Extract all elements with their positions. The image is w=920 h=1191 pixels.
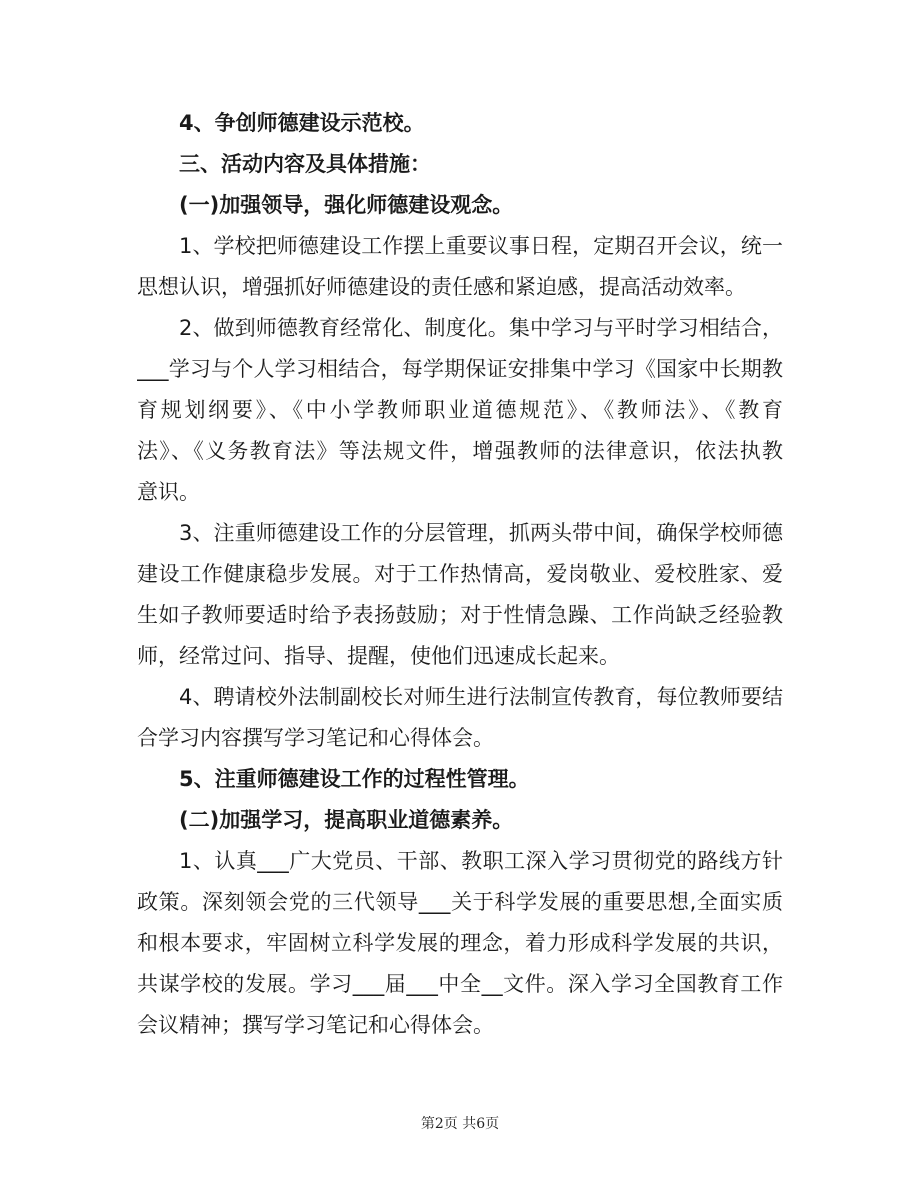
paragraph-line: 会议精神；撰写学习笔记和心得体会。 <box>137 1013 494 1037</box>
section-heading: (一)加强领导，强化师德建设观念。 <box>179 193 514 217</box>
section-heading: 4、争创师德建设示范校。 <box>179 111 425 135</box>
paragraph-line: 政策。深刻领会党的三代领导___关于科学发展的重要思想,全面实质 <box>137 890 783 914</box>
section-heading: 5、注重师德建设工作的过程性管理。 <box>179 767 530 791</box>
section-heading: (二)加强学习，提高职业道德素养。 <box>179 808 514 832</box>
paragraph-line: 3、注重师德建设工作的分层管理，抓两头带中间，确保学校师德 <box>179 521 783 545</box>
page-footer: 第2页 共6页 <box>420 1116 500 1132</box>
paragraph-line: 1、学校把师德建设工作摆上重要议事日程，定期召开会议，统一 <box>179 234 783 258</box>
paragraph-line: 法》、《义务教育法》等法规文件，增强教师的法律意识，依法执教 <box>137 439 783 463</box>
paragraph-line: 思想认识，增强抓好师德建设的责任感和紧迫感，提高活动效率。 <box>137 275 746 299</box>
paragraph-line: 建设工作健康稳步发展。对于工作热情高，爱岗敬业、爱校胜家、爱 <box>137 562 783 586</box>
paragraph-line: 育规划纲要》、《中小学教师职业道德规范》、《教师法》、《教育 <box>137 398 783 422</box>
paragraph-line: 2、做到师德教育经常化、制度化。集中学习与平时学习相结合， <box>179 316 783 340</box>
section-heading: 三、活动内容及具体措施： <box>179 152 431 176</box>
paragraph-line: 共谋学校的发展。学习___届___中全__文件。深入学习全国教育工作 <box>137 972 783 996</box>
paragraph-line: ___学习与个人学习相结合，每学期保证安排集中学习《国家中长期教 <box>137 357 783 381</box>
paragraph-line: 师，经常过问、指导、提醒，使他们迅速成长起来。 <box>137 644 620 668</box>
paragraph-line: 生如子教师要适时给予表扬鼓励；对于性情急躁、工作尚缺乏经验教 <box>137 603 783 627</box>
paragraph-line: 意识。 <box>137 480 200 504</box>
paragraph-line: 1、认真___广大党员、干部、教职工深入学习贯彻党的路线方针 <box>179 849 783 873</box>
document-body <box>137 103 783 1046</box>
paragraph-line: 和根本要求，牢固树立科学发展的理念，着力形成科学发展的共识， <box>137 931 783 955</box>
paragraph-line: 合学习内容撰写学习笔记和心得体会。 <box>137 726 494 750</box>
paragraph-line: 4、聘请校外法制副校长对师生进行法制宣传教育，每位教师要结 <box>179 685 783 709</box>
